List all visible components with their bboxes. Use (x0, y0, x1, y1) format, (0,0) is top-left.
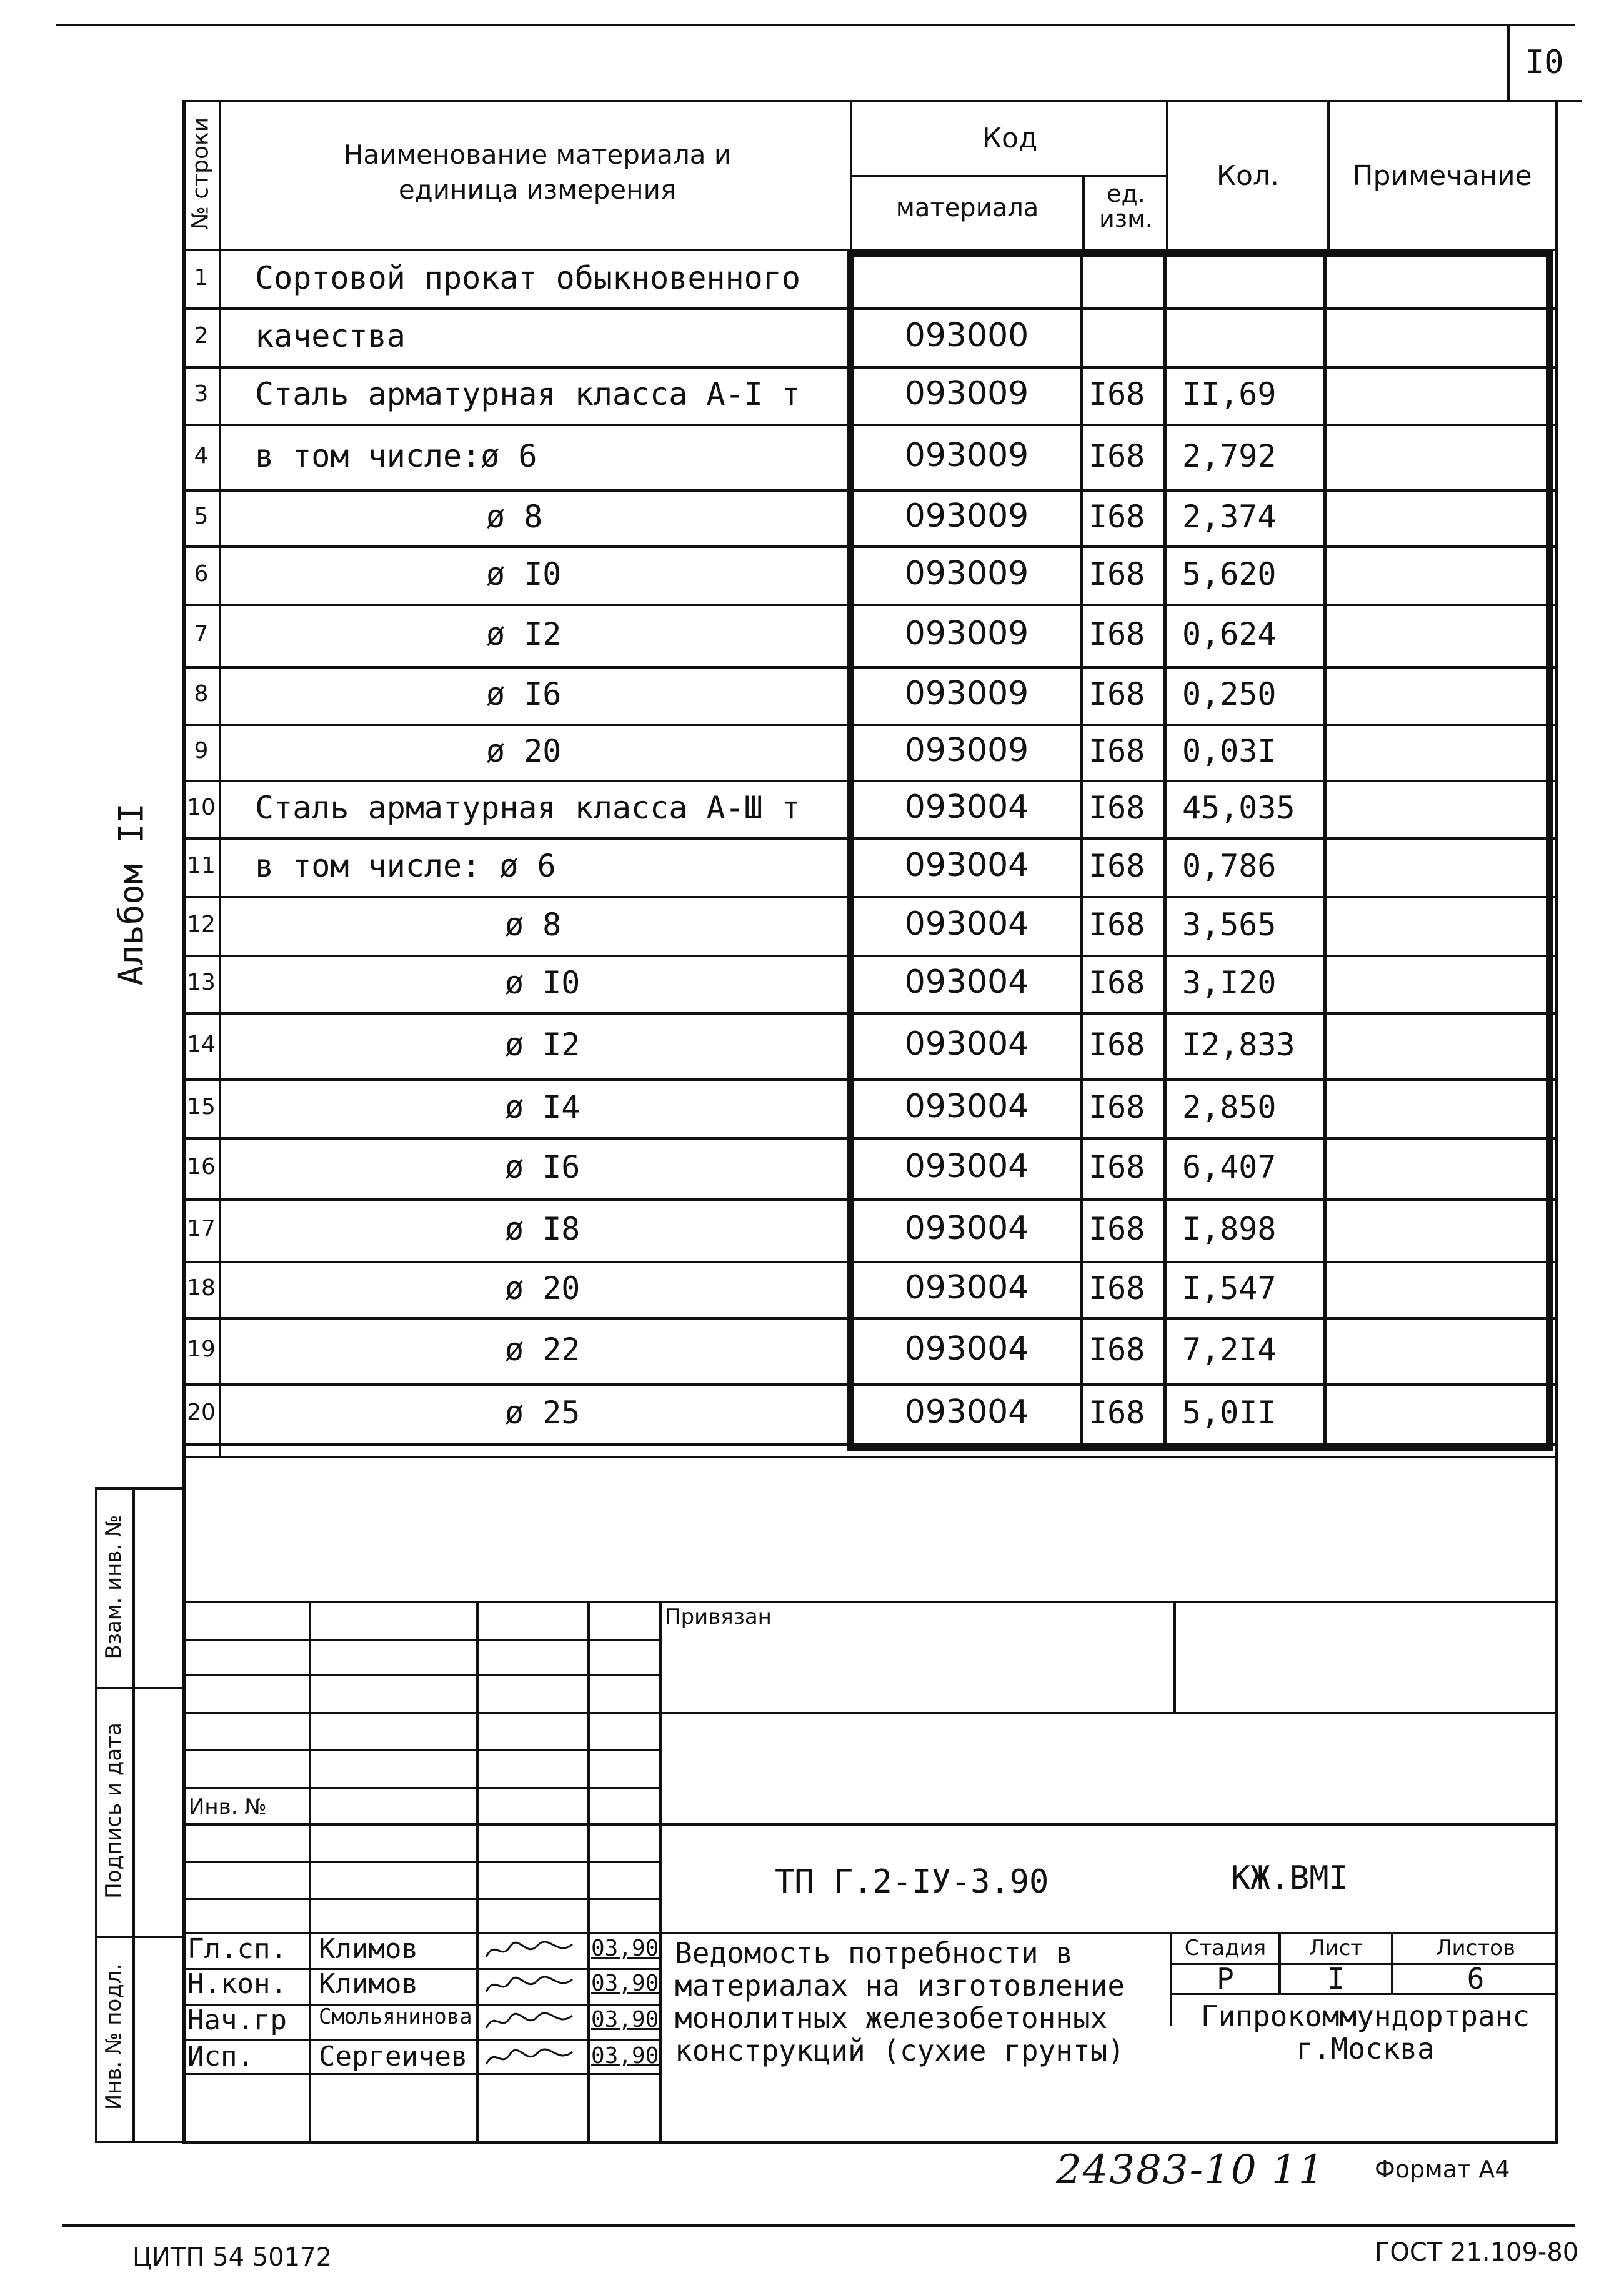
stamp-signature-date: Подпись и дата (101, 1723, 126, 1899)
row-code: 093009 (904, 615, 1029, 652)
row-qty: 2,850 (1182, 1089, 1277, 1125)
row-number: 6 (194, 560, 209, 587)
row-number: 14 (187, 1032, 216, 1057)
header-code-material: материала (895, 194, 1039, 222)
stamp-frame-bottom (95, 2141, 184, 2143)
row-name: Сталь арматурная класса А-I т (255, 376, 800, 412)
row-name: ø I8 (505, 1211, 580, 1247)
sheet-number: I0 (1525, 44, 1564, 81)
stamp-frame-top (95, 1487, 184, 1490)
doc-title-line-2: материалах на изготовление (675, 1969, 1125, 2002)
row-number: 18 (187, 1275, 216, 1301)
row-qty: 45,035 (1182, 790, 1295, 826)
row-code: 093009 (904, 554, 1029, 592)
row-number: 10 (187, 795, 216, 820)
row-code: 093004 (904, 1269, 1029, 1306)
doc-title-line-4: конструкций (сухие грунты) (675, 2034, 1125, 2067)
signer-name: Смольянинова (319, 2004, 472, 2029)
stamp-frame-left (95, 1487, 97, 2142)
row-separator (182, 1137, 1555, 1140)
row-separator (182, 545, 1555, 548)
tb-left-col3 (587, 1601, 590, 2142)
row-code: 093004 (904, 963, 1029, 1001)
doc-mark: КЖ.ВМI (1231, 1859, 1348, 1897)
stamp-div-2 (95, 1936, 184, 1938)
signer-name: Сергеичев (319, 2041, 468, 2072)
row-unit: I68 (1088, 1395, 1145, 1431)
row-qty: 5,620 (1182, 555, 1277, 592)
footer-left: ЦИТП 54 50172 (132, 2243, 332, 2272)
handwritten-number: 24383-10 11 (1056, 2147, 1325, 2193)
footer-right: ГОСТ 21.109-80 (1375, 2238, 1579, 2267)
row-qty: 0,03I (1182, 733, 1277, 769)
body-thick-top (847, 251, 1553, 257)
tb-main-left (659, 1601, 662, 2142)
tb-left-col1 (309, 1601, 311, 2142)
row-separator (182, 1198, 1555, 1201)
tb-bound-divider (1173, 1601, 1176, 1713)
row-separator (182, 724, 1555, 726)
row-qty: 3,I20 (1182, 965, 1277, 1001)
row-separator (182, 896, 1555, 898)
row-name: ø I6 (505, 1149, 580, 1185)
bound-label: Привязан (665, 1604, 772, 1629)
doc-code: ТП Г.2-IУ-3.90 (775, 1863, 1049, 1901)
row-unit: I68 (1088, 1270, 1145, 1306)
row-code: 093004 (904, 905, 1029, 943)
album-label: Альбом II (111, 803, 151, 986)
signer-signature (482, 2007, 576, 2041)
row-unit: I68 (1088, 733, 1145, 769)
row-unit: I68 (1088, 676, 1145, 712)
signer-date: 03,90 (591, 1936, 659, 1961)
signer-signature (482, 1971, 576, 2005)
doc-title-line-3: монолитных железобетонных (675, 2001, 1108, 2035)
row-number: 17 (187, 1216, 216, 1241)
header-qty: Кол. (1216, 160, 1280, 192)
sheets-label: Листов (1435, 1936, 1515, 1961)
row-unit: I68 (1088, 1089, 1145, 1125)
col-unit-line (1082, 175, 1085, 250)
row-code: 093009 (904, 436, 1029, 474)
tb-h1 (182, 1639, 659, 1641)
inv-no-label: Инв. № (189, 1794, 267, 1819)
org-city: г.Москва (1296, 2032, 1435, 2066)
row-name: ø 22 (505, 1331, 580, 1368)
row-name: ø I2 (486, 616, 562, 652)
header-code-unit: ед. изм. (1099, 180, 1153, 232)
org-name: Гипрокоммундортранс (1200, 1999, 1530, 2033)
row-code: 093009 (904, 732, 1029, 769)
signer-role: Гл.сп. (187, 1933, 287, 1965)
row-separator (182, 604, 1555, 606)
row-number: 20 (187, 1400, 216, 1425)
stage-value: Р (1217, 1962, 1234, 1996)
row-unit: I68 (1088, 965, 1145, 1001)
row-name: ø 25 (505, 1395, 580, 1431)
row-code: 093004 (904, 1210, 1029, 1247)
sheet-number-box-left (1507, 26, 1510, 101)
row-number: 11 (187, 853, 216, 878)
row-name: качества (255, 318, 406, 354)
row-separator (182, 955, 1555, 957)
row-separator (182, 837, 1555, 840)
row-separator (182, 1012, 1555, 1015)
row-number: 13 (187, 970, 216, 995)
signer-signature (482, 2043, 576, 2077)
row-code: 093004 (904, 1148, 1029, 1185)
body-bottom-line (182, 1456, 1558, 1458)
row-name: Сталь арматурная класса А-Ш т (255, 790, 800, 826)
row-code: 093004 (904, 1088, 1029, 1125)
signer-signature (482, 1936, 576, 1970)
row-unit: I68 (1088, 437, 1145, 474)
row-separator (182, 424, 1555, 426)
col-rowno-line (219, 100, 221, 1457)
tb-left-col2 (476, 1601, 479, 2142)
lower-band-bottom (182, 1601, 1558, 1603)
row-code: 093000 (904, 317, 1029, 354)
signer-role: Нач.гр (187, 2004, 287, 2036)
row-number: 8 (194, 681, 209, 707)
row-separator (182, 1078, 1555, 1081)
row-code: 093004 (904, 1025, 1029, 1063)
sheets-value: 6 (1467, 1962, 1485, 1996)
header-note: Примечание (1352, 160, 1532, 192)
row-number: 1 (194, 265, 209, 291)
body-note-line (1323, 251, 1327, 1450)
row-unit: I68 (1088, 376, 1145, 412)
stamp-frame-mid (132, 1487, 135, 2142)
row-number: 12 (187, 912, 216, 937)
stage-label: Стадия (1184, 1936, 1267, 1961)
row-qty: 2,374 (1182, 499, 1277, 535)
row-number: 16 (187, 1154, 216, 1180)
row-number: 3 (194, 381, 209, 407)
row-name: ø I2 (505, 1027, 580, 1063)
footer-line (62, 2224, 1575, 2227)
row-qty: 5,0II (1182, 1395, 1277, 1431)
row-name: ø 20 (486, 733, 562, 769)
signer-date: 03,90 (591, 2043, 659, 2069)
row-separator (182, 666, 1555, 669)
row-name: Сортовой прокат обыкновенного (255, 260, 800, 296)
row-name: в том числе:ø 6 (255, 437, 537, 474)
tb-h2 (182, 1674, 659, 1676)
tb-h3 (182, 1712, 1558, 1714)
row-name: ø 20 (505, 1270, 580, 1306)
row-separator (182, 1317, 1555, 1320)
row-unit: I68 (1088, 1149, 1145, 1185)
row-unit: I68 (1088, 1027, 1145, 1063)
row-code: 093004 (904, 1393, 1029, 1431)
row-separator (182, 307, 1555, 310)
tb-h8 (182, 1898, 659, 1900)
row-qty: 3,565 (1182, 907, 1277, 943)
doc-title (675, 1937, 1125, 2067)
row-number: 19 (187, 1336, 216, 1362)
row-code: 093004 (904, 788, 1029, 826)
sheet-label: Лист (1308, 1936, 1363, 1961)
row-code: 093009 (904, 375, 1029, 412)
row-unit: I68 (1088, 848, 1145, 884)
stamp-orig-inv: Инв. № подл. (101, 1963, 126, 2111)
row-unit: I68 (1088, 555, 1145, 592)
header-row-no: № строки (187, 117, 214, 230)
row-qty: 6,407 (1182, 1149, 1277, 1185)
row-number: 2 (194, 323, 209, 349)
row-qty: I,547 (1182, 1270, 1277, 1306)
signer-name: Климов (319, 1968, 418, 2000)
format-label: Формат А4 (1375, 2156, 1510, 2183)
row-qty: 2,792 (1182, 437, 1277, 474)
row-qty: 0,786 (1182, 848, 1277, 884)
sheet-value: I (1327, 1962, 1345, 1996)
row-separator (182, 1383, 1555, 1386)
tb-h7 (182, 1861, 659, 1863)
row-qty: 7,2I4 (1182, 1331, 1277, 1368)
header-code: Код (982, 122, 1038, 154)
signer-role: Н.кон. (187, 1968, 287, 2000)
row-unit: I68 (1088, 1331, 1145, 1368)
stamp-div-1 (95, 1687, 184, 1689)
tb-h5 (182, 1787, 659, 1789)
row-number: 7 (194, 621, 209, 647)
row-separator (182, 780, 1555, 782)
row-qty: I2,833 (1182, 1027, 1295, 1063)
row-code: 093009 (904, 497, 1029, 535)
row-name: в том числе: ø 6 (255, 848, 556, 884)
tb-h13 (182, 2073, 659, 2075)
top-border (56, 24, 1575, 26)
row-unit: I68 (1088, 1211, 1145, 1247)
row-number: 5 (194, 504, 209, 529)
row-code: 093004 (904, 847, 1029, 884)
body-qty-line (1163, 251, 1167, 1450)
doc-title-line-1: Ведомость потребности в (675, 1936, 1073, 1970)
row-name: ø I0 (486, 555, 562, 592)
signer-date: 03,90 (591, 2007, 659, 2032)
row-name: ø 8 (505, 907, 562, 943)
table-right-border (1555, 100, 1558, 2143)
code-sub-divider (850, 175, 1167, 177)
tb-bottom (182, 2141, 1558, 2144)
row-separator (182, 489, 1555, 492)
table-top-border (182, 100, 1558, 102)
row-unit: I68 (1088, 499, 1145, 535)
signer-name: Климов (319, 1933, 418, 1965)
row-unit: I68 (1088, 907, 1145, 943)
row-name: ø 8 (486, 499, 543, 535)
row-unit: I68 (1088, 616, 1145, 652)
row-separator (182, 366, 1555, 369)
row-unit: I68 (1088, 790, 1145, 826)
signer-role: Исп. (187, 2041, 254, 2072)
row-name: ø I4 (505, 1089, 580, 1125)
row-number: 4 (194, 442, 209, 469)
row-separator (182, 1443, 1555, 1446)
row-code: 093004 (904, 1330, 1029, 1368)
row-number: 15 (187, 1094, 216, 1120)
row-number: 9 (194, 738, 209, 763)
row-qty: 0,624 (1182, 616, 1277, 652)
body-thick-right (1546, 251, 1553, 1450)
row-code: 093009 (904, 675, 1029, 712)
tb-h6 (182, 1823, 1558, 1826)
row-name: ø I0 (505, 965, 580, 1001)
row-name: ø I6 (486, 676, 562, 712)
row-qty: II,69 (1182, 376, 1277, 412)
signer-date: 03,90 (591, 1971, 659, 1996)
tb-h4 (182, 1749, 659, 1751)
row-qty: I,898 (1182, 1211, 1277, 1247)
stamp-exchange-inv: Взам. инв. № (101, 1515, 126, 1659)
row-qty: 0,250 (1182, 676, 1277, 712)
row-separator (182, 1261, 1555, 1263)
header-name: Наименование материала и единица измерения (343, 139, 732, 205)
